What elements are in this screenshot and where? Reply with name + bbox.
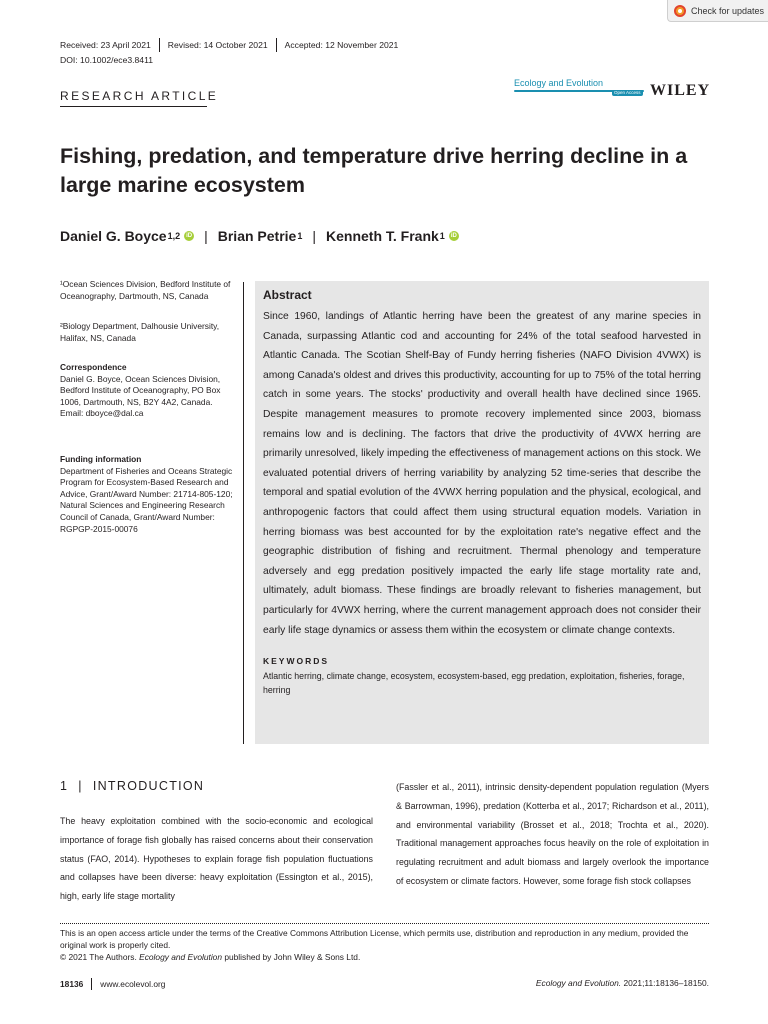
check-for-updates-button[interactable]	[667, 0, 768, 22]
article-title: Fishing, predation, and temperature drive herring decline in a large marine ecosystem	[60, 144, 688, 197]
correspondence-text: Daniel G. Boyce, Ocean Sciences Division, Bedford Institute of Oceanography, PO Box 1006, Dartmouth, NS, B2Y 4A2, Canada.	[60, 373, 221, 407]
author-list	[60, 228, 459, 244]
footer-divider	[91, 978, 92, 990]
doi[interactable]: DOI: 10.1002/ece3.8411	[60, 55, 154, 65]
copyright-journal: Ecology and Evolution	[139, 952, 222, 962]
section-separator: |	[78, 779, 83, 793]
article-type-rule	[60, 106, 207, 107]
journal-website[interactable]: www.ecolevol.org	[100, 979, 166, 989]
abstract-text: Since 1960, landings of Atlantic herring have been the greatest of any marine species in Canada, surpassing Atlantic cod and accounting for 24% of the total seafood harvested in Atlantic Canada. The Scotian Shelf-Bay of Fundy herring fisheries (NAFO Division 4VWX) is among Canada's oldest and drives this productivity, accounting for up to 75% of the total herring catch in some years. The stocks' productivity and overall health have declined since 1965. Despite management measures to promote recovery implemented since 2003, biomass remains low and is declining. The factors that drive the productivity of 4VWX herring are primarily unresolved, likely impeding the effectiveness of management actions on this stock. We evaluated potential drivers of herring variability by analyzing 52 time-series that describe the temporal and spatial evolution of the 4VWX herring population and the physical, ecological, and anthropogenic factors that could affect them using structural equation models. Variation in herring biomass was best accounted for by the exploitation rate's negative effect and the geographic distribution of fishing and recruitment. Thermal phenology and temperature adversely and egg predation positively impacted the early life stage mortality rate and, ultimately, adult biomass. These findings are broadly relevant to fisheries management, but particularly for 4VWX herring, where the current management approach does not consider their early life stage dynamics or assess them within the ecosystem or climate change contexts.	[263, 311, 701, 636]
copyright-line	[60, 951, 709, 963]
funding-block	[60, 454, 235, 535]
page-footer-citation	[536, 978, 709, 988]
correspondence-email[interactable]: Email: dboyce@dal.ca	[60, 408, 144, 419]
open-access-tag: Open Access	[614, 90, 641, 95]
received-date: Received: 23 April 2021	[60, 40, 151, 50]
publisher-logo[interactable]: WILEY	[650, 82, 711, 99]
author-affiliation-mark: 1,2	[167, 231, 181, 241]
section-heading-introduction	[60, 779, 204, 793]
correspondence-heading: Correspondence	[60, 362, 127, 372]
article-dates	[60, 38, 406, 52]
author-separator: |	[204, 228, 208, 244]
author-affiliation-mark: 1	[297, 231, 303, 241]
abstract-box	[255, 281, 709, 744]
sidebar-divider	[243, 282, 244, 744]
intro-paragraph-right: (Fassler et al., 2011), intrinsic density-dependent population regulation (Myers & Barrowman, 1996), predation (Kotterba et al., 2017; Richardson et al., 2011), and environmental variability (Brosset et al., 2018; Trochta et al., 2020). Traditional management approaches focus heavily on the role of exploitation in regulating recruitment and adult biomass and largely overlook the importance of ecosystem or climate factors. However, some forage fish stock collapses	[396, 782, 709, 886]
copyright-suffix: published by John Wiley & Sons Ltd.	[224, 952, 361, 962]
journal-logo[interactable]: Ecology and Evolution	[514, 78, 604, 88]
check-for-updates-label: Check for updates	[691, 5, 765, 16]
author-name[interactable]: Kenneth T. Frank	[326, 228, 439, 244]
article-type: RESEARCH ARTICLE	[60, 89, 219, 103]
page-footer-left	[60, 978, 165, 990]
affiliation-2: ²Biology Department, Dalhousie University, Halifax, NS, Canada	[60, 321, 220, 343]
funding-heading: Funding information	[60, 454, 142, 464]
orcid-icon[interactable]: iD	[450, 233, 457, 239]
revised-date: Revised: 14 October 2021	[167, 40, 268, 50]
section-title: INTRODUCTION	[92, 779, 205, 793]
license-notice	[60, 927, 709, 963]
citation-journal: Ecology and Evolution.	[535, 978, 622, 988]
author-name[interactable]: Daniel G. Boyce	[60, 228, 167, 244]
author-name[interactable]: Brian Petrie	[217, 228, 297, 244]
citation-details: 2021;11:18136–18150.	[623, 978, 709, 988]
copyright-prefix: © 2021 The Authors.	[60, 952, 137, 962]
author-separator: |	[312, 228, 316, 244]
abstract-heading: Abstract	[263, 288, 312, 302]
funding-text: Department of Fisheries and Oceans Strategic Program for Ecosystem-Based Research and Advice, Grant/Award Number: 21714-805-120; Natural Sciences and Engineering Research Council of Canada, Grant/Award Number: RGPGP-2015-00076	[60, 465, 233, 534]
keywords-text: Atlantic herring, climate change, ecosystem, ecosystem-based, egg predation, exploitation, fisheries, forage, herring	[263, 671, 685, 696]
crossmark-icon	[674, 5, 686, 17]
intro-paragraph-left: The heavy exploitation combined with the socio-economic and ecological importance of forage fish globally has raised concerns about their conservation status (FAO, 2014). Hypotheses to explain forage fish population fluctuations and collapses have been diverse: heavy exploitation (Essington et al., 2015), high, early life stage mortality	[60, 816, 373, 902]
page-number: 18136	[60, 979, 84, 989]
footnote-divider	[60, 923, 709, 924]
section-number: 1	[60, 779, 69, 793]
accepted-date: Accepted: 12 November 2021	[284, 40, 399, 50]
author-affiliation-mark: 1	[439, 231, 445, 241]
keywords-heading: KEYWORDS	[263, 656, 330, 667]
license-text: This is an open access article under the terms of the Creative Commons Attribution License, which permits use, distribution and reproduction in any medium, provided the original work is properly cited.	[60, 928, 689, 950]
correspondence-block	[60, 362, 235, 420]
orcid-icon[interactable]: iD	[186, 233, 193, 239]
affiliation-1: ¹Ocean Sciences Division, Bedford Institute of Oceanography, Dartmouth, NS, Canada	[60, 279, 231, 301]
